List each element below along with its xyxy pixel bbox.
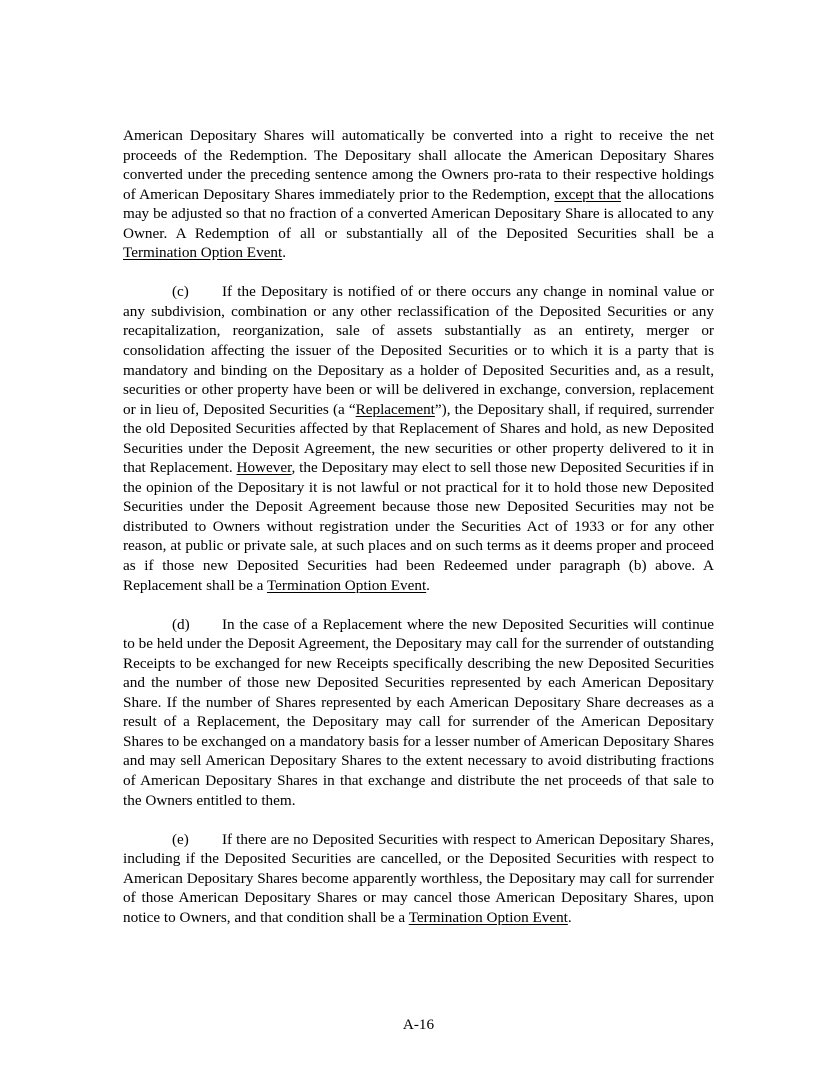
paragraph-text: the allocations may be adjusted so that no fraction of a converted American Depositary Share is allocated to any Owner. A Redemption of all or substantially all of the Deposited Securities shall be a: [123, 185, 714, 242]
paragraph-text: American Depositary Shares will automatically be converted into a right to receive the net proceeds of the Redemption. The Depositary shall allocate the American Depositary Shares converted under the preceding sentence among the Owners pro-rata to their respective holdings of American Depositary Shares immediately prior to the Redemption,: [123, 127, 714, 203]
underlined-term: Termination Option Event: [123, 244, 283, 262]
page-number: A-16: [402, 1016, 435, 1033]
paragraph-label: (c): [172, 283, 189, 301]
paragraph-redemption-continued: [123, 126, 714, 263]
paragraph-text: .: [567, 908, 572, 926]
underlined-term: except that: [554, 185, 622, 203]
paragraph-d: [123, 615, 714, 810]
paragraph-text: .: [426, 576, 430, 594]
underlined-term: Termination Option Event: [266, 576, 427, 594]
document-page: [123, 126, 714, 947]
underlined-term: Replacement: [355, 400, 435, 418]
paragraph-text: If the Depositary is notified of or there occurs any change in nominal value or any subdivision, combination or any other reclassification of the Deposited Securities or any recapitalization, reorganization, sale of assets substantially as an entirety, merger or consolidation affecting the issuer of the Deposited Securities or to which it is a party that is mandatory and binding on the Depositary as a holder of Deposited Securities and, as a result, securities or other property have been or will be delivered in exchange, conversion, replacement or in lieu of, Deposited Securities (a “: [123, 283, 714, 418]
underlined-term: Termination Option Event: [408, 908, 568, 926]
paragraph-text: If there are no Deposited Securities with respect to American Depositary Shares, including if the Deposited Securities are cancelled, or the Deposited Securities with respect to American Depositary Shares become apparently worthless, the Depositary may call for surrender of those American Depositary Shares or may cancel those American Depositary Shares, upon notice to Owners, and that condition shall be a: [123, 830, 714, 926]
paragraph-label: (e): [172, 830, 189, 848]
paragraph-text: In the case of a Replacement where the new Deposited Securities will continue to be held under the Deposit Agreement, the Depositary may call for the surrender of outstanding Receipts to be exchanged for new Receipts specifically describing the new Deposited Securities and the number of those new Deposited Securities represented by each American Depositary Share. If the number of Shares represented by each American Depositary Share decreases as a result of a Replacement, the Depositary may call for surrender of the American Depositary Shares to be exchanged on a mandatory basis for a lesser number of American Depositary Shares and may sell American Depositary Shares to the extent necessary to avoid distributing fractions of American Depositary Shares in that exchange and distribute the net proceeds of that sale to the Owners entitled to them.: [123, 615, 714, 809]
paragraph-c: [123, 282, 714, 595]
paragraph-text: ”), the Depositary shall, if required, surrender the old Deposited Securities affected by that Replacement of Shares and hold, as new Deposited Securities under the Deposit Agreement, the new securities or other property delivered to it in that Replacement.: [123, 400, 714, 477]
paragraph-text: , the Depositary may elect to sell those new Deposited Securities if in the opinion of the Depositary it is not lawful or not practical for it to hold those new Deposited Securities under the Deposit Agreement because those new Deposited Securities may not be distributed to Owners without registration under the Securities Act of 1933 or for any other reason, at public or private sale, at such places and on such terms as it deems proper and proceed as if those new Deposited Securities had been Redeemed under paragraph (b) above. A Replacement shall be a: [123, 459, 714, 594]
paragraph-text: .: [282, 244, 287, 262]
underlined-term: However: [236, 459, 292, 477]
paragraph-label: (d): [172, 615, 190, 633]
paragraph-e: [123, 830, 714, 928]
